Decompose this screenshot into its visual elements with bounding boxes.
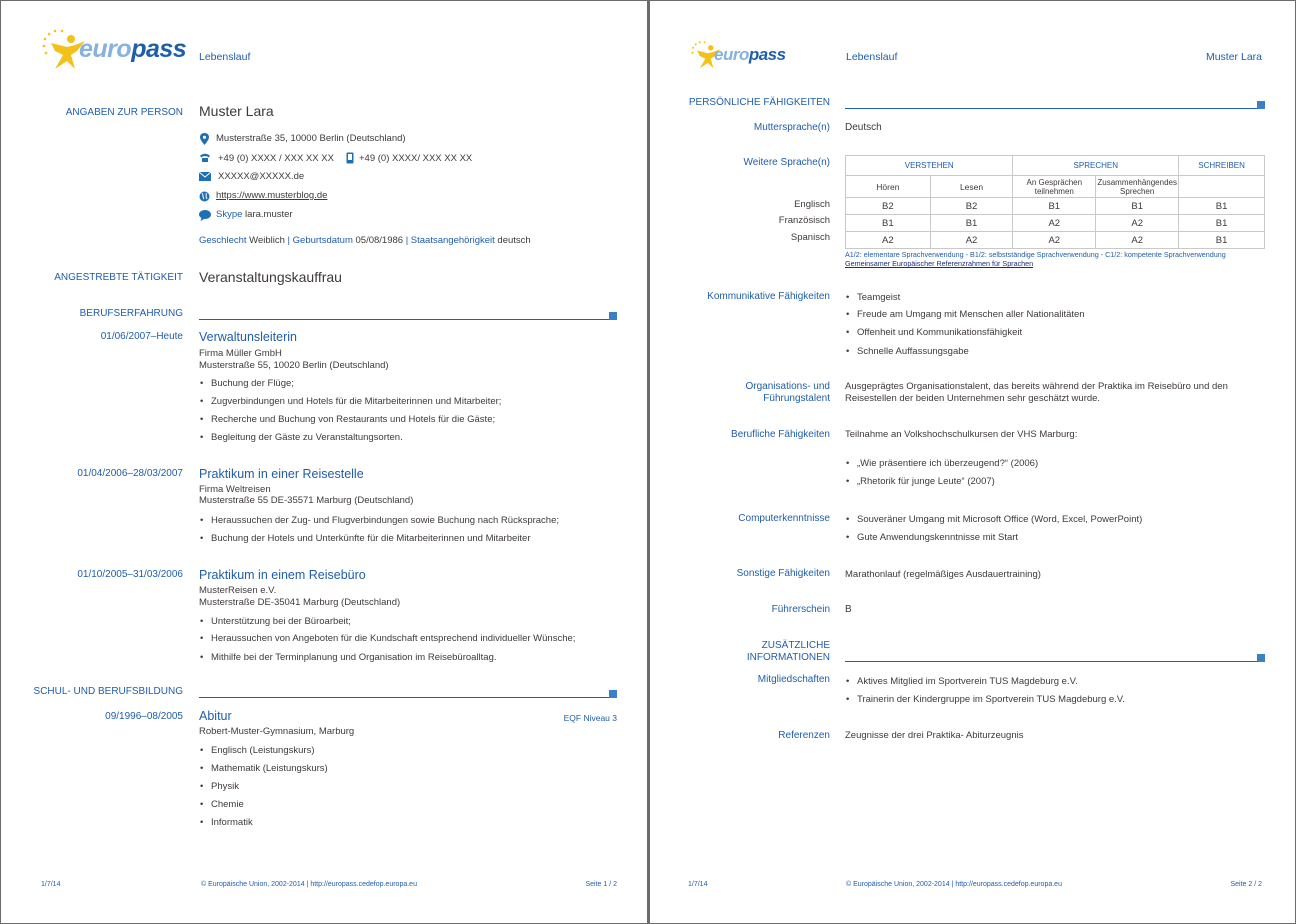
level-cell: B1 [1013,198,1096,215]
level-cell: B2 [846,198,931,215]
list-item: • Chemie [211,799,244,811]
organisation-skills-text-line1: Ausgeprägtes Organisationstalent, das bereits während der Praktika im Reisebüro und den [845,381,1228,392]
logo-text-euro: euro [714,45,749,64]
target-job-title: Veranstaltungskauffrau [199,269,342,285]
col-spoken-interaction: An Gesprächen teilnehmen [1013,176,1096,198]
list-item: • Begleitung der Gäste zu Veranstaltungsorten. [211,432,403,444]
section-target-job: ANGESTREBTE TÄTIGKEIT [54,272,183,283]
col-group-understanding: VERSTEHEN [846,156,1013,176]
logo-text-euro: euro [79,35,132,63]
doc-title: Lebenslauf [846,51,898,63]
nationality-value: deutsch [497,235,531,246]
list-item: • Heraussuchen von Angeboten für die Kundschaft entsprechend individueller Wünsche; [211,633,575,645]
level-cell: A2 [1096,215,1179,232]
job-date: 01/10/2005–31/03/2006 [77,569,183,580]
footer-date: 1/7/14 [41,881,61,888]
section-additional-line1: ZUSÄTZLICHE [761,640,830,651]
cv-page-1 [1,1,647,923]
job-title: Praktikum in einer Reisestelle [199,467,364,481]
language-name: Französisch [778,215,830,226]
language-table [845,155,1265,249]
birthdate-label: Geburtsdatum [292,235,353,246]
job-title: Verwaltunsleiterin [199,330,297,344]
phone-landline: +49 (0) XXXX / XXX XX XX [218,153,334,164]
level-cell: B1 [1179,198,1265,215]
job-employer: Firma Weltreisen [199,484,271,495]
level-cell: A2 [1013,232,1096,249]
section-marker [1257,101,1265,109]
list-item: • Mithilfe bei der Terminplanung und Organisation im Reisebüroalltag. [211,652,497,664]
email-icon [199,172,210,183]
job-date: 01/06/2007–Heute [100,331,183,342]
section-marker [609,312,617,320]
section-rule [199,697,609,698]
mother-tongue: Deutsch [845,122,882,133]
logo-text-pass: pass [748,45,786,64]
mobile-phone-icon [344,152,355,163]
level-cell: B1 [1179,215,1265,232]
job-address: Musterstraße 55, 10020 Berlin (Deutschland) [199,360,389,371]
level-cell: B2 [930,198,1013,215]
school-name: Robert-Muster-Gymnasium, Marburg [199,726,355,737]
level-cell: B1 [1096,198,1179,215]
table-row [846,198,1265,215]
organisation-skills-label-line2: Führungstalent [763,393,830,404]
footer-copyright: © Europäische Union, 2002-2014 | http://europass.cedefop.europa.eu [846,881,1062,888]
organisation-skills-text-line2: Reisestellen der beiden Unternehmen sehr geschätzt wurde. [845,393,1101,404]
table-row [846,232,1265,249]
col-writing-empty [1179,176,1265,198]
header-person-name: Muster Lara [1205,51,1262,63]
footer-copyright: © Europäische Union, 2002-2014 | http://europass.cedefop.europa.eu [201,881,417,888]
phone-mobile: +49 (0) XXXX/ XXX XX XX [359,153,473,164]
skype-id: lara.muster [245,209,293,220]
driving-licence-label: Führerschein [771,604,830,615]
references-label: Referenzen [778,730,830,741]
memberships-label: Mitgliedschaften [757,674,830,685]
col-reading: Lesen [930,176,1013,198]
list-item: • „Rhetorik für junge Leute“ (2007) [857,476,995,488]
level-cell: B1 [930,215,1013,232]
address: Musterstraße 35, 10000 Berlin (Deutschland) [216,133,406,144]
section-personal-skills: PERSÖNLICHE FÄHIGKEITEN [688,97,830,108]
other-skills-text: Marathonlauf (regelmäßiges Ausdauertraining) [845,569,1041,580]
level-cell: B1 [1179,232,1265,249]
separator: | [405,235,409,246]
list-item: • Informatik [211,817,253,829]
job-date: 01/04/2006–28/03/2007 [77,468,183,479]
job-address: Musterstraße 55 DE-35571 Marburg (Deutschland) [199,495,414,506]
list-item: • Buchung der Hotels und Unterkünfte für die Mitarbeiterinnen und Mitarbeiter [211,533,530,545]
language-levels-note: A1/2: elementare Sprachverwendung - B1/2: selbstständige Sprachverwendung - C1/2: kompetente Sprachverwendung [845,250,1226,259]
gender-value: Weiblich [249,235,285,246]
col-group-writing: SCHREIBEN [1179,156,1265,176]
skype-label: Skype [216,209,243,220]
education-date: 09/1996–08/2005 [105,711,183,722]
location-pin-icon [199,133,210,144]
job-address: Musterstraße DE-35041 Marburg (Deutschland) [199,597,401,608]
list-item: • Recherche und Buchung von Restaurants und Hotels für die Gäste; [211,414,495,426]
list-item: • Physik [211,781,239,793]
footer-date: 1/7/14 [688,881,708,888]
list-item: • Teamgeist [857,292,900,304]
other-languages-label: Weitere Sprache(n) [743,157,830,168]
education-title: Abitur [199,709,232,723]
list-item: • Englisch (Leistungskurs) [211,745,315,757]
skype-chat-icon [199,210,210,221]
language-name: Englisch [794,199,830,210]
list-item: • Souveräner Umgang mit Microsoft Office (Word, Excel, PowerPoint) [857,514,1142,526]
col-group-speaking: SPRECHEN [1013,156,1179,176]
doc-title: Lebenslauf [199,51,251,63]
cefr-link[interactable]: Gemeinsamer Europäischer Referenzrahmen für Sprachen [845,259,1034,268]
language-name: Spanisch [790,232,830,243]
list-item: • Offenheit und Kommunikationsfähigkeit [857,327,1022,339]
section-rule [199,319,609,320]
list-item: • Aktives Mitglied im Sportverein TUS Magdeburg e.V. [857,676,1078,688]
job-skills-text: Teilnahme an Volkshochschulkursen der VHS Marburg: [845,429,1078,440]
section-marker [609,690,617,698]
eqf-level: EQF Niveau 3 [563,713,617,723]
other-skills-label: Sonstige Fähigkeiten [736,568,830,579]
section-marker [1257,654,1265,662]
footer-page-number: Seite 1 / 2 [585,881,617,888]
computer-skills-label: Computerkenntnisse [738,513,830,524]
person-name: Muster Lara [199,103,274,119]
cv-page-2 [650,1,1295,923]
separator: | [287,235,291,246]
list-item: • Heraussuchen der Zug- und Flugverbindungen sowie Buchung nach Rücksprache; [211,515,559,527]
level-cell: B1 [846,215,931,232]
level-cell: A2 [846,232,931,249]
level-cell: A2 [930,232,1013,249]
section-rule [845,661,1257,662]
list-item: • Schnelle Auffassungsgabe [857,346,969,358]
section-rule [845,108,1257,109]
section-additional-line2: INFORMATIONEN [746,652,830,663]
footer-page-number: Seite 2 / 2 [1230,881,1262,888]
website-link[interactable]: https://www.musterblog.de [216,190,328,201]
col-listening: Hören [846,176,931,198]
job-title: Praktikum in einem Reisebüro [199,568,366,582]
nationality-label: Staatsangehörigkeit [410,235,495,246]
birthdate-value: 05/08/1986 [355,235,404,246]
section-education: SCHUL- UND BERUFSBILDUNG [33,686,183,697]
list-item: • Trainerin der Kindergruppe im Sportverein TUS Magdeburg e.V. [857,694,1125,706]
list-item: • Unterstützung bei der Büroarbeit; [211,616,351,628]
job-employer: MusterReisen e.V. [199,585,277,596]
list-item: • Freude am Umgang mit Menschen aller Nationalitäten [857,309,1085,321]
driving-licence-value: B [845,604,852,615]
email-address[interactable]: XXXXX@XXXXX.de [218,171,305,182]
job-employer: Firma Müller GmbH [199,348,282,359]
gender-label: Geschlecht [199,235,247,246]
list-item: • Mathematik (Leistungskurs) [211,763,328,775]
list-item: • Gute Anwendungskenntnisse mit Start [857,532,1018,544]
col-spoken-production: Zusammenhängendes Sprechen [1097,177,1177,196]
list-item: • Zugverbindungen und Hotels für die Mitarbeiterinnen und Mitarbeiter; [211,396,501,408]
list-item: • „Wie präsentiere ich überzeugend?“ (2006) [857,458,1038,470]
personal-details-line [199,235,531,247]
website-globe-icon [199,191,210,202]
section-personal: ANGABEN ZUR PERSON [65,107,183,118]
table-row [846,215,1265,232]
references-text: Zeugnisse der drei Praktika- Abiturzeugnis [845,730,1024,741]
section-experience: BERUFSERFAHRUNG [79,308,183,319]
job-skills-label: Berufliche Fähigkeiten [731,429,830,440]
phone-icon [199,153,210,164]
communication-skills-label: Kommunikative Fähigkeiten [707,291,830,302]
level-cell: A2 [1013,215,1096,232]
list-item: • Buchung der Flüge; [211,378,294,390]
mother-tongue-label: Muttersprache(n) [753,122,830,133]
logo-text-pass: pass [131,35,187,63]
organisation-skills-label-line1: Organisations- und [745,381,830,392]
level-cell: A2 [1096,232,1179,249]
